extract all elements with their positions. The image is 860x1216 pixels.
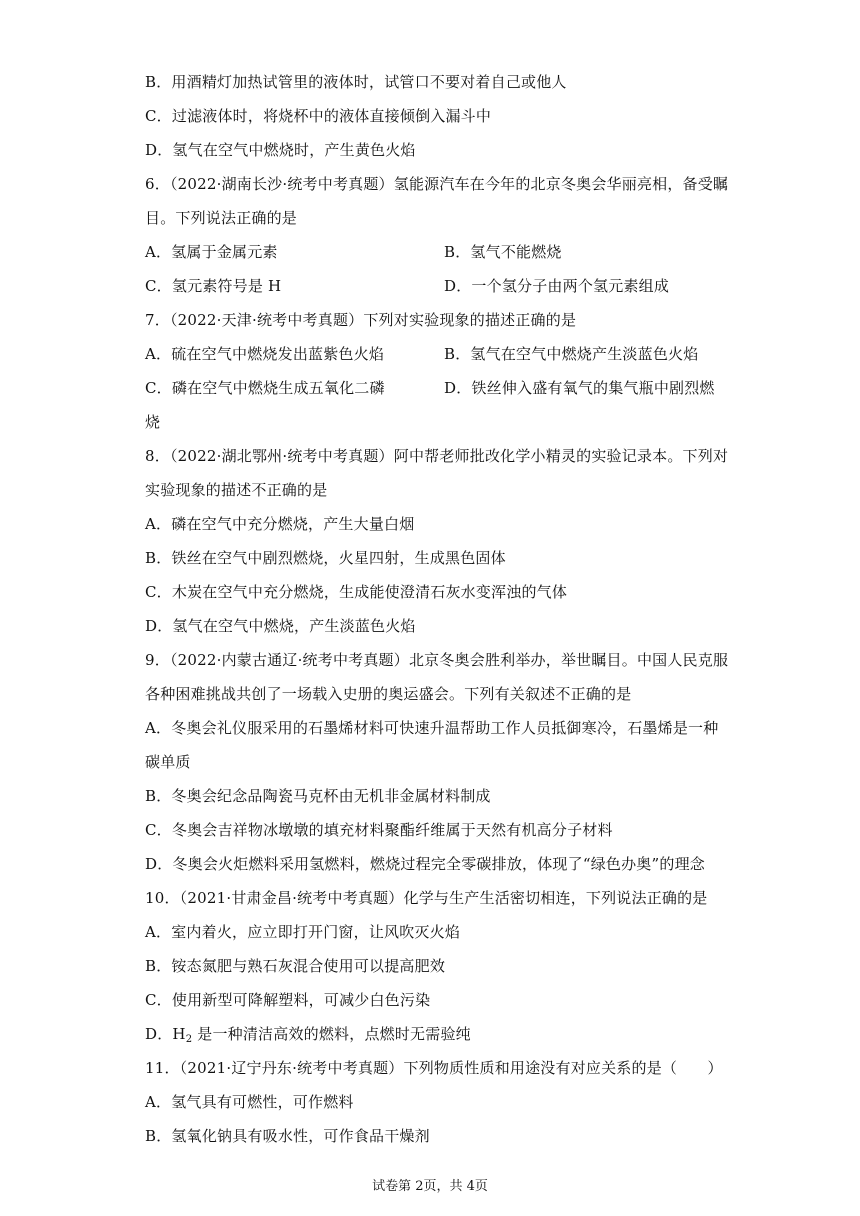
option-5b: B．用酒精灯加热试管里的液体时，试管口不要对着自己或他人 [145, 73, 567, 91]
option-8a: A．磷在空气中充分燃烧，产生大量白烟 [145, 515, 415, 533]
question-11-stem: 11．（2021·辽宁丹东·统考中考真题）下列物质性质和用途没有对应关系的是（ ） [145, 1059, 723, 1077]
question-9-stem: 9．（2022·内蒙古通辽·统考中考真题）北京冬奥会胜利举办，举世瞩目。中国人民克服 [145, 651, 729, 669]
option-8d: D．氢气在空气中燃烧，产生淡蓝色火焰 [145, 617, 416, 635]
option-10a: A．室内着火，应立即打开门窗，让风吹灭火焰 [145, 923, 461, 941]
option-5c: C．过滤液体时，将烧杯中的液体直接倾倒入漏斗中 [145, 107, 492, 125]
question-10-stem: 10．（2021·甘肃金昌·统考中考真题）化学与生产生活密切相连，下列说法正确的是 [145, 889, 708, 907]
option-7c: C．磷在空气中燃烧生成五氧化二磷 [145, 379, 385, 397]
question-6-stem: 6．（2022·湖南长沙·统考中考真题）氢能源汽车在今年的北京冬奥会华丽亮相，备受瞩 [145, 175, 729, 193]
option-7a: A．硫在空气中燃烧发出蓝紫色火焰 [145, 345, 385, 363]
option-10d-suffix: 是一种清洁高效的燃料，点燃时无需验纯 [192, 1025, 471, 1043]
question-9-stem-cont: 各种困难挑战共创了一场载入史册的奥运盛会。下列有关叙述不正确的是 [145, 685, 632, 703]
option-9a: A．冬奥会礼仪服采用的石墨烯材料可快速升温帮助工作人员抵御寒冷，石墨烯是一种 [145, 719, 719, 737]
option-5d: D．氢气在空气中燃烧时，产生黄色火焰 [145, 141, 416, 159]
option-10c: C．使用新型可降解塑料，可减少白色污染 [145, 991, 431, 1009]
option-7b: B．氢气在空气中燃烧产生淡蓝色火焰 [444, 345, 699, 363]
option-10d-prefix: D．H [145, 1025, 186, 1043]
option-10d [145, 1024, 471, 1044]
option-6c: C．氢元素符号是 H [145, 277, 282, 295]
question-8-stem: 8．（2022·湖北鄂州·统考中考真题）阿中帮老师批改化学小精灵的实验记录本。下列对 [145, 447, 729, 465]
option-9b: B．冬奥会纪念品陶瓷马克杯由无机非金属材料制成 [145, 787, 491, 805]
option-10b: B．铵态氮肥与熟石灰混合使用可以提高肥效 [145, 957, 446, 975]
question-7-stem: 7．（2022·天津·统考中考真题）下列对实验现象的描述正确的是 [145, 311, 577, 329]
option-8b: B．铁丝在空气中剧烈燃烧，火星四射，生成黑色固体 [145, 549, 506, 567]
option-6d: D．一个氢分子由两个氢元素组成 [444, 277, 670, 295]
option-11b: B．氢氧化钠具有吸水性，可作食品干燥剂 [145, 1127, 430, 1145]
option-9c: C．冬奥会吉祥物冰墩墩的填充材料聚酯纤维属于天然有机高分子材料 [145, 821, 613, 839]
option-10d-subscript: 2 [185, 1034, 193, 1045]
option-9a-cont: 碳单质 [145, 753, 191, 771]
option-7d: D．铁丝伸入盛有氧气的集气瓶中剧烈燃 [444, 379, 715, 397]
option-6b: B．氢气不能燃烧 [444, 243, 562, 261]
option-6a: A．氢属于金属元素 [145, 243, 278, 261]
question-6-stem-cont: 目。下列说法正确的是 [145, 209, 298, 227]
option-8c: C．木炭在空气中充分燃烧，生成能使澄清石灰水变浑浊的气体 [145, 583, 568, 601]
page-footer: 试卷第 2页，共 4页 [372, 1179, 488, 1194]
option-9d: D．冬奥会火炬燃料采用氢燃料，燃烧过程完全零碳排放，体现了“绿色办奥”的理念 [145, 855, 705, 873]
option-7d-cont: 烧 [145, 413, 161, 431]
option-11a: A．氢气具有可燃性，可作燃料 [145, 1093, 354, 1111]
question-8-stem-cont: 实验现象的描述不正确的是 [145, 481, 328, 499]
